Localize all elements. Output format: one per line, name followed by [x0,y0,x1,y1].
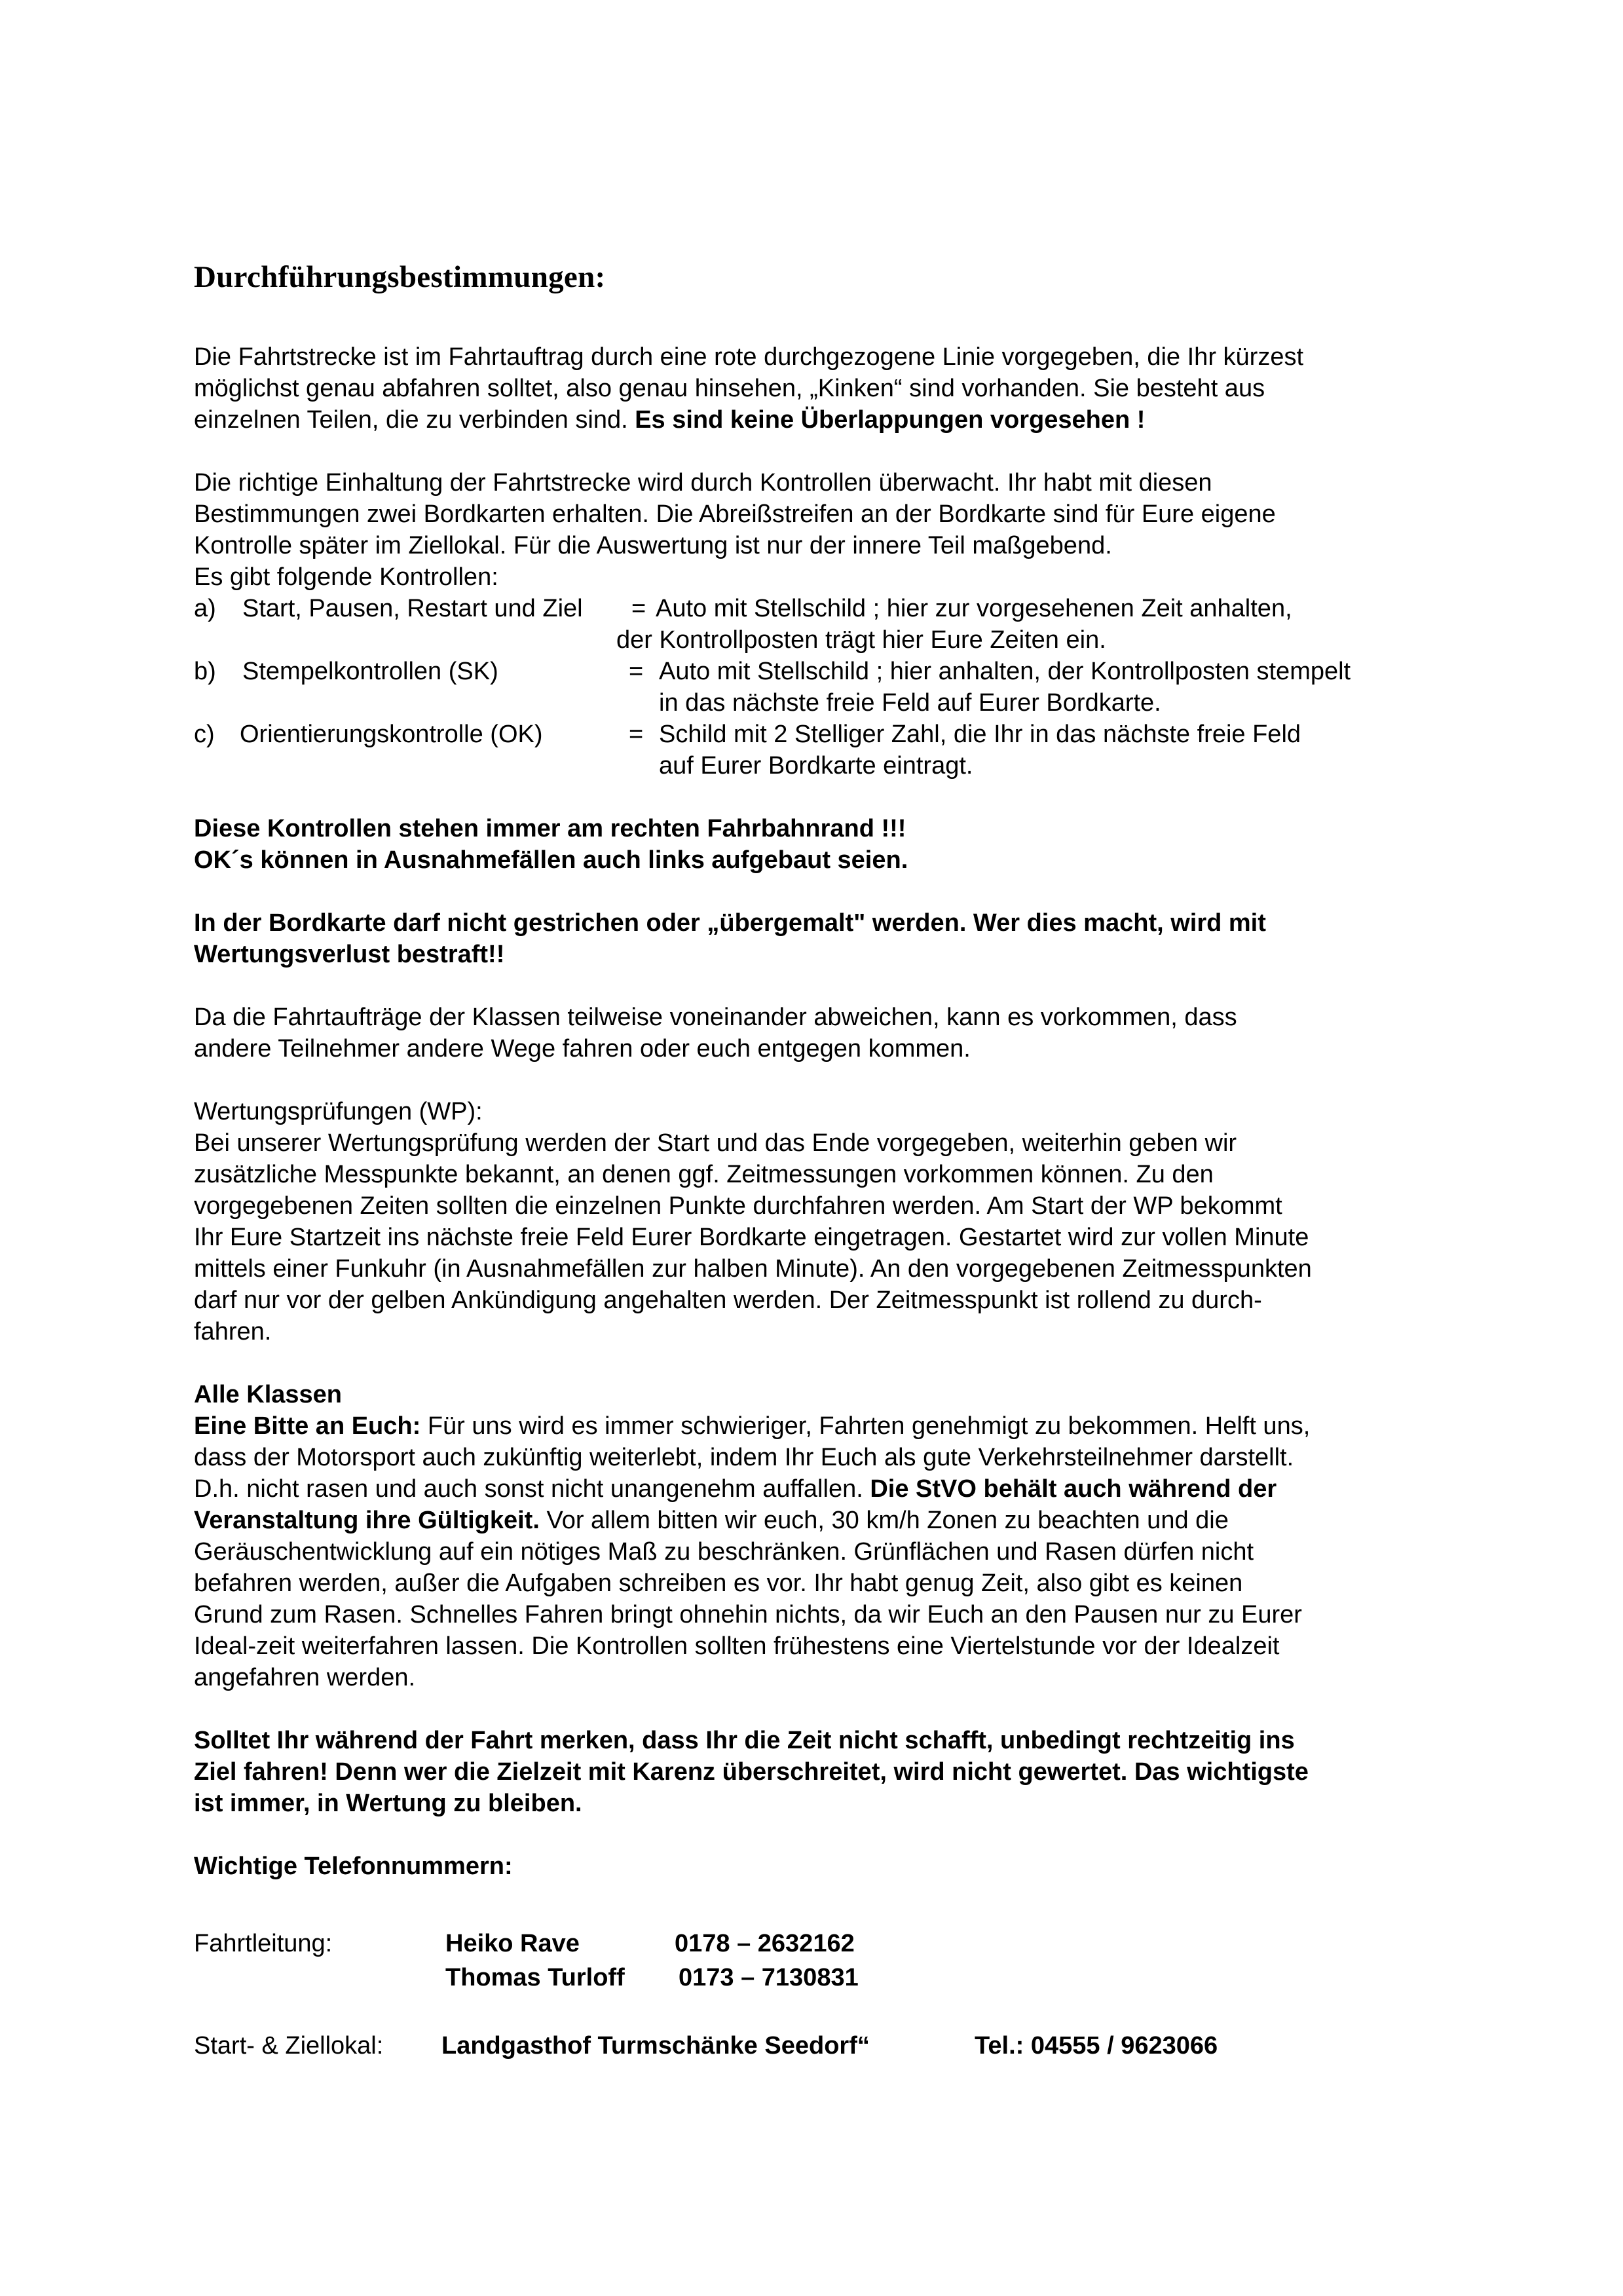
all-classes-heading: Alle Klassen [194,1381,342,1408]
venue-label: Start- & Ziellokal: [194,2032,384,2060]
text-line: andere Teilnehmer andere Wege fahren oder euch entgegen kommen. [194,1035,971,1063]
control-name: Orientierungskontrolle (OK) [240,721,543,748]
text-line [194,1505,1478,1536]
all-classes-section [194,1379,1478,1693]
text-segment: D.h. nicht rasen und auch sonst nicht unangenehm auffallen. [194,1475,870,1503]
stvo-notice-cont: Veranstaltung ihre Gültigkeit. [194,1507,540,1534]
text-line: darf nur vor der gelben Ankündigung angehalten werden. Der Zeitmesspunkt ist rollend zu durch- [194,1287,1262,1314]
intro-line-last [194,404,1478,436]
control-item-c-cont [194,750,1478,781]
control-letter: a) [194,595,216,622]
text-line: Ziel fahren! Denn wer die Zielzeit mit Karenz überschreitet, wird nicht gewertet. Das wichtigste [194,1758,1309,1786]
intro-text: einzelnen Teilen, die zu verbinden sind. [194,406,635,434]
control-description: Auto mit Stellschild ; hier anhalten, der Kontrollposten stempelt [659,658,1351,685]
text-line: fahren. [194,1318,272,1346]
phone-section-title: Wichtige Telefonnummern: [194,1853,513,1880]
text-line: befahren werden, außer die Aufgaben schreiben es vor. Ihr habt genug Zeit, also gibt es keinen [194,1570,1243,1597]
text-line: Solltet Ihr während der Fahrt merken, dass Ihr die Zeit nicht schafft, unbedingt rechtzeitig ins [194,1727,1295,1754]
bordkarte-notice [194,907,1478,970]
contact-row [194,1962,1478,1996]
control-item-b [194,656,1478,687]
text-line: angefahren werden. [194,1664,416,1691]
control-letter: b) [194,658,216,685]
plea-label: Eine Bitte an Euch: [194,1412,421,1440]
intro-line: Die Fahrtstrecke ist im Fahrtauftrag durch eine rote durchgezogene Linie vorgegeben, die Ihr kürzest [194,343,1304,371]
control-description-cont: in das nächste freie Feld auf Eurer Bordkarte. [659,689,1161,717]
venue-row [194,2030,1478,2064]
classes-note [194,1002,1478,1064]
contact-name: Heiko Rave [445,1930,580,1957]
no-overlap-notice: Es sind keine Überlappungen vorgesehen ! [635,406,1146,434]
control-equals: = [629,721,644,748]
wp-heading: Wertungsprüfungen (WP): [194,1098,483,1125]
document-body [194,259,1478,2064]
contact-row [194,1928,1478,1962]
controls-intro-line: Bestimmungen zwei Bordkarten erhalten. Die Abreißstreifen an der Bordkarte sind für Eure eigene [194,500,1276,528]
stvo-notice: Die StVO behält auch während der [870,1475,1277,1503]
control-description-cont: der Kontrollposten trägt hier Eure Zeiten ein. [616,626,1106,654]
venue-name: Landgasthof Turmschänke Seedorf“ [441,2032,870,2060]
control-name: Start, Pausen, Restart und Ziel [242,595,583,622]
text-line: Ideal-zeit weiterfahren lassen. Die Kontrollen sollten frühestens eine Viertelstunde vor der Idealzeit [194,1632,1280,1660]
intro-line: möglichst genau abfahren solltet, also genau hinsehen, „Kinken“ sind vorhanden. Sie besteht aus [194,375,1265,402]
right-side-notice [194,813,1478,876]
control-item-b-cont [194,687,1478,719]
text-line [194,1410,1478,1442]
control-item-a-cont [194,624,1478,656]
text-line [194,1473,1478,1505]
text-line: Da die Fahrtaufträge der Klassen teilweise voneinander abweichen, kann es vorkommen, dass [194,1004,1237,1031]
notice-line: In der Bordkarte darf nicht gestrichen oder „übergemalt" werden. Wer dies macht, wird mit [194,909,1266,937]
control-name: Stempelkontrollen (SK) [242,658,498,685]
control-item-c [194,719,1478,750]
text-segment: Vor allem bitten wir euch, 30 km/h Zonen zu beachten und die [539,1507,1229,1534]
intro-paragraph [194,341,1478,436]
text-line: Geräuschentwicklung auf ein nötiges Maß zu beschränken. Grünflächen und Rasen dürfen nicht [194,1538,1254,1566]
text-line: vorgegebenen Zeiten sollten die einzelnen Punkte durchfahren werden. Am Start der WP bekommt [194,1192,1282,1220]
notice-line: Diese Kontrollen stehen immer am rechten Fahrbahnrand !!! [194,815,906,842]
text-line: Grund zum Rasen. Schnelles Fahren bringt ohnehin nichts, da wir Euch an den Pausen nur zu Eurer [194,1601,1302,1628]
contact-number: 0173 – 7130831 [679,1964,859,1991]
text-line: Ihr Eure Startzeit ins nächste freie Feld Eurer Bordkarte eingetragen. Gestartet wird zur vollen Minute [194,1224,1309,1251]
contact-name: Thomas Turloff [445,1964,625,1991]
control-equals: = [629,658,644,685]
notice-line: OK´s können in Ausnahmefällen auch links aufgebaut seien. [194,846,908,874]
contact-number: 0178 – 2632162 [675,1930,855,1957]
finish-note [194,1725,1478,1819]
control-description: Schild mit 2 Stelliger Zahl, die Ihr in das nächste freie Feld [659,721,1301,748]
notice-line: Wertungsverlust bestraft!! [194,941,505,968]
control-letter: c) [194,721,215,748]
text-line: dass der Motorsport auch zukünftig weiterlebt, indem Ihr Euch als gute Verkehrsteilnehmer darstellt. [194,1444,1294,1471]
control-item-a [194,593,1478,624]
controls-intro-line: Die richtige Einhaltung der Fahrtstrecke wird durch Kontrollen überwacht. Ihr habt mit diesen [194,469,1212,497]
venue-phone: Tel.: 04555 / 9623066 [975,2032,1218,2060]
controls-intro-line: Es gibt folgende Kontrollen: [194,563,498,591]
control-equals: = [631,595,646,622]
text-line: Bei unserer Wertungsprüfung werden der Start und das Ende vorgegeben, weiterhin geben wir [194,1129,1237,1157]
controls-intro-line: Kontrolle später im Ziellokal. Für die Auswertung ist nur der innere Teil maßgebend. [194,532,1112,559]
text-line: zusätzliche Messpunkte bekannt, an denen ggf. Zeitmessungen vorkommen können. Zu den [194,1161,1214,1188]
wp-section [194,1096,1478,1347]
control-description-cont: auf Eurer Bordkarte eintragt. [659,752,973,780]
controls-section [194,467,1478,781]
control-description: Auto mit Stellschild ; hier zur vorgesehenen Zeit anhalten, [656,595,1292,622]
page-title: Durchführungsbestimmungen: [194,260,606,294]
plea-text: Für uns wird es immer schwieriger, Fahrten genehmigt zu bekommen. Helft uns, [420,1412,1311,1440]
text-line: mittels einer Funkuhr (in Ausnahmefällen zur halben Minute). An den vorgegebenen Zeitmesspunkten [194,1255,1312,1283]
text-line: ist immer, in Wertung zu bleiben. [194,1790,582,1817]
management-label: Fahrtleitung: [194,1930,333,1957]
